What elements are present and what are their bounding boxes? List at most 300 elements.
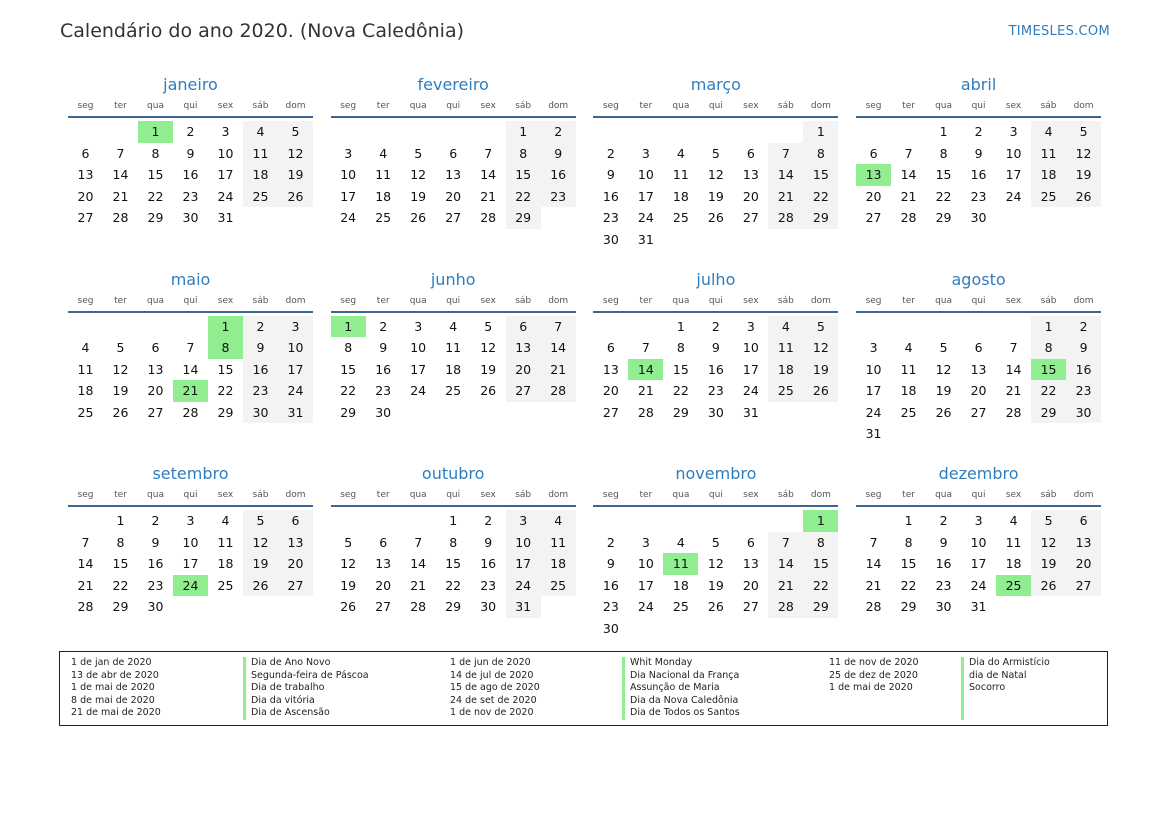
day-cell: 13 — [77, 167, 94, 182]
day-cell: 6 — [506, 316, 541, 338]
day-cell: 19 — [935, 383, 952, 398]
legend-date: 24 de set de 2020 — [450, 694, 537, 706]
day-cell: 7 — [641, 340, 650, 355]
page-title: Calendário do ano 2020. (Nova Caledônia) — [60, 20, 465, 42]
day-cell: 27 — [77, 210, 94, 225]
month-outubro — [331, 463, 576, 658]
day-cell: 28 — [768, 207, 803, 229]
day-cell: 19 — [278, 164, 313, 186]
month-divider — [593, 311, 838, 313]
day-cell: 20 — [278, 553, 313, 575]
day-cell: 1 — [803, 121, 838, 143]
day-cell: 17 — [217, 167, 234, 182]
weekday-label: qua — [672, 101, 690, 111]
weekday-label: sex — [480, 295, 496, 306]
day-cell: 3 — [1009, 124, 1018, 139]
weekday-label: sex — [480, 490, 496, 500]
weekday-label: seg — [602, 295, 619, 306]
day-cell: 10 — [217, 145, 234, 161]
day-cell: 29 — [217, 404, 234, 420]
day-cell: 17 — [742, 361, 759, 377]
day-cell: 10 — [182, 534, 199, 550]
month-divider — [68, 311, 313, 313]
day-cell: 4 — [449, 318, 458, 334]
day-cell: 20 — [742, 188, 759, 204]
holiday-day-cell: 1 — [803, 510, 838, 532]
legend-holiday-name: Dia de Todos os Santos — [630, 707, 740, 719]
day-cell: 22 — [112, 577, 129, 593]
day-cell: 6 — [278, 510, 313, 532]
month-name: outubro — [421, 464, 485, 483]
day-cell: 20 — [506, 359, 541, 381]
day-cell: 17 — [278, 359, 313, 381]
day-cell: 5 — [278, 121, 313, 143]
day-cell: 9 — [1066, 337, 1101, 359]
holiday-day-cell: 25 — [996, 575, 1031, 597]
day-cell: 21 — [480, 188, 497, 204]
day-cell: 21 — [1005, 383, 1022, 398]
weekday-label: ter — [114, 295, 127, 306]
month-name: setembro — [152, 464, 229, 483]
day-cell: 7 — [541, 316, 576, 338]
day-cell: 11 — [217, 534, 234, 550]
day-cell: 11 — [445, 340, 462, 355]
day-cell: 17 — [506, 553, 541, 575]
month-name: março — [690, 75, 741, 94]
day-cell: 29 — [672, 404, 689, 420]
empty-cell — [961, 316, 996, 338]
weekday-label: ter — [376, 101, 390, 111]
day-cell: 28 — [768, 596, 803, 618]
legend-dates-column — [829, 657, 961, 725]
month-divider — [593, 505, 838, 507]
day-cell: 2 — [186, 124, 195, 139]
day-cell: 10 — [278, 337, 313, 359]
day-cell: 16 — [243, 359, 278, 381]
day-cell: 17 — [970, 556, 987, 571]
day-cell: 19 — [1066, 164, 1101, 186]
day-cell: 7 — [116, 145, 125, 161]
day-cell: 25 — [672, 210, 689, 225]
day-cell: 22 — [803, 186, 838, 208]
day-cell: 14 — [768, 164, 803, 186]
day-cell: 25 — [1031, 186, 1066, 208]
weekday-label: sex — [217, 101, 234, 111]
day-cell: 28 — [900, 210, 917, 225]
day-cell: 15 — [803, 164, 838, 186]
day-cell: 23 — [602, 210, 619, 225]
day-cell: 2 — [151, 513, 160, 528]
day-cell: 15 — [506, 164, 541, 186]
day-cell: 17 — [410, 361, 427, 377]
empty-cell — [366, 121, 401, 143]
month-name: dezembro — [938, 464, 1019, 483]
day-cell: 7 — [869, 534, 878, 550]
day-cell: 9 — [711, 340, 720, 355]
day-cell: 13 — [602, 361, 619, 377]
day-cell: 21 — [77, 577, 94, 593]
day-cell: 29 — [340, 404, 357, 420]
day-cell: 7 — [186, 340, 195, 355]
day-cell: 23 — [970, 188, 987, 204]
day-cell: 10 — [506, 532, 541, 554]
day-cell: 19 — [803, 359, 838, 381]
day-cell: 25 — [541, 575, 576, 597]
day-cell: 12 — [707, 167, 724, 182]
weekday-label: sáb — [515, 295, 532, 306]
day-cell: 15 — [900, 556, 917, 571]
weekday-label: seg — [77, 490, 94, 500]
day-cell: 18 — [217, 556, 234, 571]
empty-cell — [593, 121, 628, 143]
weekday-label: sáb — [252, 295, 269, 306]
day-cell: 26 — [480, 383, 497, 398]
day-cell: 31 — [506, 596, 541, 618]
weekday-label: qua — [409, 490, 427, 500]
weekday-label: dom — [285, 295, 306, 306]
weekday-label: ter — [114, 490, 127, 500]
day-cell: 24 — [637, 210, 654, 225]
weekday-header — [593, 98, 838, 114]
day-cell: 30 — [602, 231, 619, 247]
day-cell: 7 — [81, 534, 90, 550]
weekday-label: ter — [639, 295, 653, 306]
empty-cell — [891, 316, 926, 338]
legend-date: 15 de ago de 2020 — [450, 682, 540, 694]
day-cell: 26 — [340, 599, 357, 614]
day-grid — [593, 121, 838, 250]
weekday-label: ter — [114, 101, 127, 111]
day-cell: 28 — [77, 599, 94, 614]
empty-cell — [733, 510, 768, 532]
weekday-label: sex — [217, 490, 234, 500]
weekday-label: sáb — [777, 101, 794, 111]
month-divider — [331, 116, 576, 118]
day-cell: 2 — [606, 534, 615, 550]
day-cell: 18 — [768, 359, 803, 381]
day-cell: 14 — [410, 556, 427, 571]
day-cell: 9 — [186, 145, 195, 161]
weekday-label: sex — [1005, 490, 1022, 500]
weekday-label: seg — [865, 101, 882, 111]
day-cell: 14 — [541, 337, 576, 359]
day-cell: 25 — [900, 404, 917, 420]
day-cell: 2 — [939, 513, 948, 528]
day-cell: 21 — [410, 577, 427, 593]
day-cell: 8 — [803, 143, 838, 165]
day-cell: 8 — [676, 340, 685, 355]
holiday-day-cell: 11 — [663, 553, 698, 575]
day-cell: 16 — [480, 556, 497, 571]
day-cell: 3 — [869, 340, 878, 355]
day-cell: 29 — [445, 599, 462, 614]
legend-date: 11 de nov de 2020 — [829, 657, 919, 668]
day-cell: 8 — [344, 340, 353, 355]
weekday-label: sáb — [515, 490, 532, 500]
legend-holiday-name: Dia da Nova Caledônia — [630, 694, 739, 706]
month-divider — [68, 116, 313, 118]
day-cell: 24 — [340, 210, 357, 225]
day-cell: 20 — [147, 383, 164, 398]
day-cell: 29 — [803, 596, 838, 618]
day-cell: 13 — [742, 167, 759, 182]
day-cell: 26 — [935, 404, 952, 420]
weekday-label: sáb — [1040, 101, 1057, 111]
weekday-label: seg — [77, 295, 94, 306]
day-cell: 19 — [480, 361, 497, 377]
day-cell: 18 — [1031, 164, 1066, 186]
month-divider — [68, 505, 313, 507]
month-abril — [856, 74, 1101, 269]
weekday-label: sex — [743, 101, 759, 111]
empty-cell — [663, 510, 698, 532]
day-cell: 22 — [672, 383, 689, 398]
day-cell: 4 — [1009, 513, 1018, 528]
day-cell: 11 — [672, 167, 689, 182]
weekday-label: seg — [865, 295, 882, 306]
day-cell: 7 — [768, 532, 803, 554]
weekday-header — [68, 98, 313, 114]
weekday-header — [68, 487, 313, 503]
month-divider — [856, 116, 1101, 118]
weekday-label: sáb — [252, 101, 269, 111]
day-cell: 6 — [1066, 510, 1101, 532]
weekday-label: qui — [971, 101, 986, 111]
day-cell: 18 — [375, 188, 392, 204]
empty-cell — [698, 121, 733, 143]
day-cell: 23 — [375, 383, 392, 398]
day-cell: 30 — [375, 404, 392, 420]
weekday-label: qui — [446, 295, 461, 306]
weekday-label: qua — [935, 101, 953, 111]
day-cell: 9 — [379, 340, 388, 355]
day-cell: 30 — [935, 599, 952, 614]
holiday-day-cell: 1 — [138, 121, 173, 143]
empty-cell — [663, 121, 698, 143]
day-cell: 16 — [970, 167, 987, 182]
day-cell: 2 — [379, 318, 388, 334]
day-cell: 1 — [676, 318, 685, 334]
day-cell: 22 — [445, 577, 462, 593]
day-cell: 19 — [410, 188, 427, 204]
weekday-label: dom — [1073, 490, 1094, 500]
day-cell: 25 — [672, 599, 689, 614]
weekday-label: dom — [1073, 295, 1094, 306]
day-cell: 13 — [375, 556, 392, 571]
day-cell: 2 — [974, 124, 983, 139]
empty-cell — [471, 121, 506, 143]
day-cell: 23 — [602, 599, 619, 614]
month-name: julho — [696, 269, 736, 289]
day-cell: 30 — [147, 599, 164, 614]
day-cell: 20 — [865, 188, 882, 204]
weekday-label: sáb — [515, 101, 532, 111]
day-cell: 18 — [541, 553, 576, 575]
holiday-legend — [59, 651, 1108, 726]
empty-cell — [593, 510, 628, 532]
month-divider — [593, 116, 838, 118]
month-name: janeiro — [163, 75, 218, 94]
day-cell: 4 — [676, 145, 685, 161]
day-cell: 22 — [340, 383, 357, 398]
legend-date: 14 de jul de 2020 — [450, 669, 534, 681]
day-cell: 27 — [865, 210, 882, 225]
day-cell: 30 — [1066, 402, 1101, 424]
empty-cell — [768, 121, 803, 143]
day-cell: 5 — [484, 318, 493, 334]
weekday-label: seg — [340, 490, 357, 500]
day-cell: 28 — [410, 599, 427, 614]
day-cell: 12 — [935, 361, 952, 377]
day-cell: 13 — [147, 361, 164, 377]
month-name: junho — [430, 269, 476, 289]
day-cell: 13 — [742, 556, 759, 571]
day-cell: 20 — [1066, 553, 1101, 575]
day-cell: 17 — [637, 577, 654, 593]
day-cell: 18 — [243, 164, 278, 186]
day-cell: 16 — [602, 577, 619, 593]
legend-names-column — [243, 657, 450, 720]
day-cell: 6 — [151, 340, 160, 355]
day-cell: 21 — [112, 188, 129, 204]
day-cell: 25 — [375, 210, 392, 225]
day-cell: 26 — [707, 210, 724, 225]
day-cell: 17 — [182, 556, 199, 571]
holiday-day-cell: 24 — [173, 575, 208, 597]
day-cell: 3 — [641, 145, 650, 161]
day-cell: 5 — [414, 145, 423, 161]
day-cell: 17 — [637, 188, 654, 204]
day-cell: 18 — [445, 361, 462, 377]
day-cell: 5 — [1066, 121, 1101, 143]
weekday-label: ter — [902, 490, 915, 500]
day-cell: 2 — [1066, 316, 1101, 338]
day-cell: 8 — [506, 143, 541, 165]
weekday-label: sex — [1005, 295, 1022, 306]
month-setembro — [68, 463, 313, 658]
day-cell: 7 — [768, 143, 803, 165]
weekday-label: sex — [217, 295, 234, 306]
empty-cell — [68, 121, 103, 143]
day-cell: 12 — [480, 340, 497, 355]
empty-cell — [68, 510, 103, 532]
site-link[interactable]: TIMESLES.COM — [1008, 24, 1110, 39]
weekday-label: sáb — [1040, 490, 1057, 500]
weekday-label: dom — [548, 295, 569, 306]
day-cell: 14 — [900, 167, 917, 182]
day-cell: 3 — [186, 513, 195, 528]
holiday-day-cell: 21 — [173, 380, 208, 402]
month-dezembro — [856, 463, 1101, 658]
day-cell: 25 — [217, 577, 234, 593]
day-cell: 3 — [974, 513, 983, 528]
day-cell: 7 — [484, 145, 493, 161]
day-cell: 20 — [742, 577, 759, 593]
month-name: fevereiro — [417, 75, 489, 94]
weekday-label: qui — [708, 101, 723, 111]
empty-cell — [926, 316, 961, 338]
day-cell: 27 — [742, 599, 759, 614]
month-divider — [856, 505, 1101, 507]
day-cell: 3 — [344, 145, 353, 161]
legend-date: 1 de mai de 2020 — [829, 682, 913, 694]
day-cell: 6 — [746, 145, 755, 161]
day-cell: 9 — [484, 534, 493, 550]
day-cell: 17 — [865, 383, 882, 398]
legend-holiday-name: dia de Natal — [969, 669, 1027, 681]
day-grid — [68, 510, 313, 618]
day-cell: 20 — [77, 188, 94, 204]
day-cell: 9 — [939, 534, 948, 550]
day-cell: 12 — [112, 361, 129, 377]
month-divider — [856, 311, 1101, 313]
day-cell: 15 — [445, 556, 462, 571]
day-cell: 24 — [970, 577, 987, 593]
day-cell: 15 — [112, 556, 129, 571]
weekday-label: ter — [376, 490, 390, 500]
day-cell: 13 — [506, 337, 541, 359]
day-cell: 4 — [541, 510, 576, 532]
day-cell: 6 — [974, 340, 983, 355]
day-cell: 3 — [221, 124, 230, 139]
day-cell: 28 — [182, 404, 199, 420]
weekday-label: qua — [147, 101, 164, 111]
day-cell: 29 — [112, 599, 129, 614]
empty-cell — [698, 510, 733, 532]
day-cell: 7 — [1009, 340, 1018, 355]
empty-cell — [173, 316, 208, 338]
day-cell: 23 — [541, 186, 576, 208]
weekday-label: qui — [446, 101, 461, 111]
weekday-label: dom — [548, 490, 569, 500]
weekday-label: qui — [183, 101, 198, 111]
day-cell: 20 — [445, 188, 462, 204]
day-cell: 1 — [449, 513, 458, 528]
day-cell: 27 — [147, 404, 164, 420]
day-cell: 20 — [602, 383, 619, 398]
weekday-label: sex — [480, 101, 496, 111]
month-março — [593, 74, 838, 269]
holiday-day-cell: 8 — [208, 337, 243, 359]
day-cell: 27 — [506, 380, 541, 402]
day-cell: 4 — [904, 340, 913, 355]
day-cell: 25 — [77, 404, 94, 420]
day-cell: 14 — [865, 556, 882, 571]
day-cell: 5 — [1031, 510, 1066, 532]
day-cell: 13 — [278, 532, 313, 554]
day-cell: 1 — [1031, 316, 1066, 338]
weekday-label: sáb — [252, 490, 269, 500]
day-cell: 26 — [410, 210, 427, 225]
weekday-label: dom — [1073, 101, 1094, 111]
day-cell: 26 — [278, 186, 313, 208]
empty-cell — [68, 316, 103, 338]
day-cell: 16 — [602, 188, 619, 204]
day-cell: 24 — [410, 383, 427, 398]
weekday-label: sáb — [777, 295, 794, 306]
day-cell: 10 — [970, 534, 987, 550]
weekday-label: seg — [340, 101, 357, 111]
day-cell: 13 — [445, 167, 462, 182]
day-cell: 30 — [707, 404, 724, 420]
month-julho — [593, 269, 838, 464]
legend-date: 1 de nov de 2020 — [450, 707, 534, 719]
day-cell: 12 — [340, 556, 357, 571]
day-cell: 5 — [711, 145, 720, 161]
holiday-day-cell: 13 — [856, 164, 891, 186]
day-cell: 9 — [151, 534, 160, 550]
empty-cell — [331, 510, 366, 532]
